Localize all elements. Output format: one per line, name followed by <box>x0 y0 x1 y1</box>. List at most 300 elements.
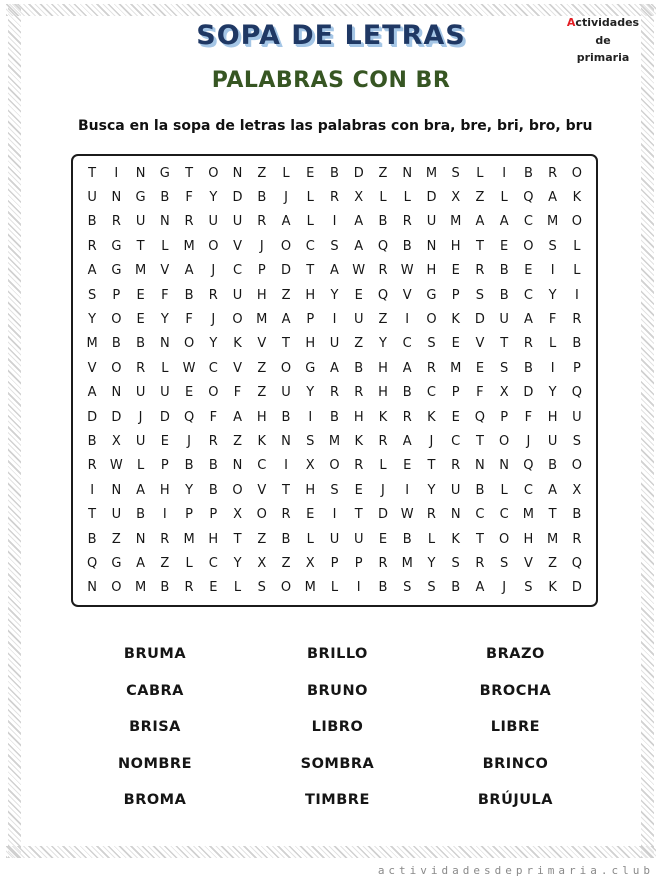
grid-letter: H <box>256 287 267 303</box>
grid-letter: E <box>306 165 315 181</box>
grid-letter: V <box>523 555 533 571</box>
grid-letter: W <box>400 507 414 523</box>
grid-letter: P <box>451 287 460 303</box>
decorative-border-top <box>6 4 656 16</box>
grid-letter: O <box>208 165 219 181</box>
grid-letter: Y <box>548 287 557 303</box>
grid-letter: A <box>136 482 146 498</box>
grid-letter: G <box>135 190 146 206</box>
grid-letter: J <box>187 433 191 449</box>
grid-letter: T <box>136 238 145 254</box>
grid-letter: U <box>135 214 146 230</box>
grid-letter: D <box>232 190 243 206</box>
grid-letter: O <box>111 580 122 596</box>
grid-letter: R <box>111 214 121 230</box>
grid-letter: E <box>136 312 145 328</box>
grid-letter: Z <box>257 531 267 547</box>
grid-letter: N <box>450 507 461 523</box>
grid-letter: I <box>90 482 95 498</box>
grid-letter: S <box>427 580 436 596</box>
grid-letter: I <box>308 409 313 425</box>
grid-letter: T <box>500 336 509 352</box>
grid-letter: B <box>548 458 558 474</box>
grid-letter: Q <box>183 409 195 425</box>
grid-letter: L <box>379 458 387 474</box>
grid-letter: Y <box>88 312 97 328</box>
grid-letter: R <box>572 312 582 328</box>
grid-letter: L <box>500 482 508 498</box>
grid-letter: C <box>523 287 533 303</box>
grid-letter: I <box>502 165 507 181</box>
grid-letter: R <box>548 165 558 181</box>
grid-letter: C <box>475 507 485 523</box>
grid-letter: B <box>523 360 533 376</box>
grid-letter: O <box>232 482 243 498</box>
grid-letter: F <box>476 385 484 401</box>
grid-letter: B <box>111 336 121 352</box>
grid-letter: L <box>306 531 314 547</box>
grid-letter: M <box>522 507 534 523</box>
grid-letter: T <box>475 433 484 449</box>
grid-letter: P <box>185 507 193 523</box>
grid-letter: B <box>354 360 364 376</box>
grid-letter: B <box>402 385 412 401</box>
grid-letter: P <box>451 385 460 401</box>
grid-letter: U <box>450 482 461 498</box>
grid-letter: N <box>402 165 413 181</box>
grid-letter: A <box>402 360 412 376</box>
grid-letter: C <box>402 336 412 352</box>
word-item: BRINCO <box>482 755 549 772</box>
grid-letter: B <box>136 507 146 523</box>
grid-letter: L <box>185 555 193 571</box>
grid-letter: M <box>450 214 462 230</box>
grid-letter: K <box>548 580 557 596</box>
grid-letter: A <box>354 238 364 254</box>
grid-letter: S <box>500 360 509 376</box>
grid-letter: E <box>354 287 363 303</box>
grid-letter: N <box>426 238 437 254</box>
grid-letter: B <box>160 580 170 596</box>
grid-letter: L <box>136 458 145 474</box>
grid-letter: J <box>259 238 264 254</box>
grid-letter: P <box>112 287 121 303</box>
grid-letter: Q <box>377 238 389 254</box>
grid-letter: V <box>233 238 242 254</box>
grid-letter: B <box>136 336 146 352</box>
grid-letter: U <box>329 531 340 547</box>
grid-letter: M <box>183 531 195 547</box>
grid-letter: I <box>574 287 579 303</box>
grid-letter: U <box>160 385 170 401</box>
grid-letter: T <box>475 238 484 254</box>
grid-letter: B <box>208 482 218 498</box>
grid-letter: R <box>136 360 146 376</box>
grid-letter: T <box>88 507 97 523</box>
grid-letter: Z <box>378 312 388 328</box>
grid-letter: D <box>523 385 534 401</box>
grid-letter: D <box>281 263 292 279</box>
grid-letter: L <box>476 165 484 181</box>
grid-letter: R <box>208 433 218 449</box>
grid-letter: L <box>403 190 411 206</box>
grid-letter: K <box>451 312 460 328</box>
grid-letter: E <box>136 287 145 303</box>
grid-letter: J <box>138 409 143 425</box>
grid-letter: B <box>499 287 509 303</box>
grid-letter: M <box>450 360 462 376</box>
grid-letter: G <box>426 287 437 303</box>
grid-letter: R <box>402 214 412 230</box>
grid-letter: Y <box>233 555 242 571</box>
grid-letter: U <box>329 336 340 352</box>
grid-letter: B <box>523 165 533 181</box>
grid-letter: Z <box>354 336 364 352</box>
grid-letter: O <box>208 238 219 254</box>
grid-letter: G <box>305 360 316 376</box>
grid-letter: E <box>403 458 412 474</box>
grid-letter: S <box>548 238 557 254</box>
grid-letter: L <box>330 580 339 596</box>
grid-letter: I <box>356 580 361 596</box>
grid-letter: P <box>330 555 339 571</box>
grid-letter: B <box>402 531 412 547</box>
grid-letter: C <box>305 238 315 254</box>
grid-letter: O <box>571 165 582 181</box>
grid-letter: P <box>306 312 315 328</box>
grid-letter: G <box>159 165 170 181</box>
grid-letter: C <box>451 433 461 449</box>
grid-letter: O <box>571 214 582 230</box>
grid-letter: M <box>134 263 147 279</box>
grid-letter: K <box>427 409 436 425</box>
grid-letter: Y <box>160 312 169 328</box>
grid-letter: R <box>572 531 582 547</box>
grid-letter: L <box>500 190 508 206</box>
grid-letter: Y <box>209 336 218 352</box>
grid-letter: N <box>159 336 170 352</box>
word-item: BRISA <box>129 719 181 736</box>
grid-letter: R <box>426 507 436 523</box>
grid-letter: R <box>354 385 364 401</box>
grid-letter: J <box>381 482 385 498</box>
grid-letter: H <box>378 360 388 376</box>
grid-letter: M <box>256 312 268 328</box>
grid-letter: T <box>282 482 290 498</box>
grid-letter: U <box>208 214 219 230</box>
grid-letter: D <box>377 507 388 523</box>
grid-letter: G <box>111 263 122 279</box>
grid-letter: R <box>87 458 97 474</box>
grid-letter: B <box>87 433 97 449</box>
grid-letter: C <box>257 458 267 474</box>
grid-letter: Z <box>160 555 170 571</box>
grid-letter: A <box>354 214 364 230</box>
grid-letter: A <box>281 312 291 328</box>
grid-letter: Q <box>377 287 389 303</box>
grid-letter: B <box>87 531 97 547</box>
word-list <box>66 636 600 819</box>
grid-letter: E <box>354 482 363 498</box>
grid-letter: N <box>159 214 170 230</box>
grid-letter: J <box>429 433 434 449</box>
grid-letter: A <box>475 214 485 230</box>
grid-letter: X <box>305 458 315 474</box>
grid-letter: X <box>451 190 461 206</box>
grid-letter: D <box>353 165 364 181</box>
grid-letter: T <box>282 336 290 352</box>
logo-line2: primaria <box>576 51 630 65</box>
grid-letter: Y <box>378 336 387 352</box>
grid-letter: V <box>402 287 412 303</box>
page-title: SOPA DE LETRAS <box>196 20 466 51</box>
instruction-text: Busca en la sopa de letras las palabras con bra, bre, bri, bro, bru <box>78 118 593 134</box>
grid-letter: Z <box>257 385 267 401</box>
grid-letter: N <box>111 190 122 206</box>
grid-letter: E <box>306 507 315 523</box>
grid-letter: E <box>160 433 169 449</box>
grid-letter: R <box>184 580 194 596</box>
grid-letter: B <box>281 409 291 425</box>
grid-letter: G <box>111 238 122 254</box>
grid-letter: I <box>550 263 555 279</box>
grid-letter: S <box>403 580 412 596</box>
grid-letter: B <box>378 580 388 596</box>
grid-letter: Z <box>257 165 267 181</box>
grid-letter: E <box>451 263 460 279</box>
decorative-border-left <box>8 4 21 858</box>
grid-letter: E <box>184 385 194 401</box>
grid-letter: I <box>405 312 410 328</box>
grid-letter: A <box>402 433 412 449</box>
grid-letter: F <box>185 190 193 206</box>
grid-letter: R <box>184 214 194 230</box>
grid-letter: T <box>185 165 194 181</box>
grid-letter: Z <box>111 531 121 547</box>
grid-letter: H <box>426 263 437 279</box>
grid-letter: O <box>111 312 122 328</box>
grid-letter: R <box>208 287 218 303</box>
grid-letter: B <box>160 190 170 206</box>
grid-letter: F <box>233 385 242 401</box>
grid-letter: A <box>87 263 97 279</box>
grid-letter: X <box>233 507 242 523</box>
grid-letter: S <box>306 433 315 449</box>
grid-letter: U <box>135 433 146 449</box>
grid-letter: U <box>499 312 509 328</box>
grid-letter: S <box>427 336 436 352</box>
grid-letter: R <box>475 263 485 279</box>
grid-letter: Q <box>523 190 534 206</box>
grid-letter: E <box>451 409 460 425</box>
grid-letter: N <box>111 482 122 498</box>
grid-letter: L <box>161 360 169 376</box>
grid-letter: S <box>451 165 460 181</box>
grid-letter: A <box>330 360 339 376</box>
grid-letter: H <box>208 531 219 547</box>
grid-letter: C <box>208 555 218 571</box>
grid-letter: N <box>281 433 291 449</box>
grid-letter: B <box>572 336 582 352</box>
grid-letter: J <box>502 580 507 596</box>
grid-letter: Q <box>571 555 582 571</box>
grid-letter: A <box>233 409 242 425</box>
grid-letter: H <box>305 336 316 352</box>
grid-letter: R <box>160 531 170 547</box>
grid-letter: S <box>524 580 533 596</box>
grid-letter: B <box>378 214 388 230</box>
grid-letter: S <box>451 555 460 571</box>
grid-letter: H <box>450 238 461 254</box>
grid-letter: R <box>451 458 461 474</box>
grid-letter: O <box>280 580 292 596</box>
grid-letter: R <box>378 433 388 449</box>
grid-letter: Y <box>427 555 436 571</box>
grid-letter: L <box>427 531 436 547</box>
grid-letter: A <box>330 263 339 279</box>
grid-letter: W <box>182 360 196 376</box>
grid-letter: R <box>402 409 412 425</box>
grid-letter: T <box>88 165 97 181</box>
grid-letter: Y <box>548 385 557 401</box>
grid-letter: O <box>256 507 267 523</box>
grid-letter: V <box>160 263 170 279</box>
grid-letter: R <box>281 507 291 523</box>
grid-letter: B <box>208 458 218 474</box>
grid-letter: F <box>209 409 218 425</box>
grid-letter: R <box>378 555 388 571</box>
grid-letter: I <box>332 214 337 230</box>
grid-letter: B <box>330 165 339 181</box>
grid-letter: R <box>426 360 436 376</box>
decorative-border-right <box>641 4 654 858</box>
grid-letter: Z <box>378 165 388 181</box>
grid-letter: H <box>353 409 364 425</box>
grid-letter: V <box>257 482 267 498</box>
grid-letter: K <box>257 433 267 449</box>
grid-letter: A <box>548 482 558 498</box>
word-item: BRILLO <box>306 646 368 663</box>
grid-letter: U <box>426 214 437 230</box>
grid-letter: Z <box>257 360 267 376</box>
grid-letter: A <box>87 385 97 401</box>
page-subtitle: PALABRAS CON BR <box>211 68 451 93</box>
grid-letter: X <box>572 482 582 498</box>
grid-letter: X <box>354 190 364 206</box>
grid-letter: O <box>280 360 292 376</box>
grid-letter: V <box>475 336 485 352</box>
grid-letter: K <box>572 190 582 206</box>
grid-letter: N <box>135 165 146 181</box>
grid-letter: F <box>161 287 169 303</box>
grid-letter: O <box>571 458 582 474</box>
grid-letter: A <box>499 214 509 230</box>
grid-letter: M <box>134 580 147 596</box>
grid-letter: T <box>427 458 436 474</box>
grid-letter: R <box>354 458 364 474</box>
grid-letter: L <box>306 190 314 206</box>
grid-letter: E <box>524 263 533 279</box>
grid-letter: I <box>550 360 555 376</box>
grid-letter: M <box>547 214 559 230</box>
word-search-grid <box>71 154 598 607</box>
grid-letter: H <box>547 409 558 425</box>
grid-letter: A <box>281 214 291 230</box>
grid-letter: W <box>109 458 123 474</box>
grid-letter: I <box>284 458 288 474</box>
grid-letter: P <box>257 263 266 279</box>
grid-letter: X <box>111 433 121 449</box>
grid-letter: D <box>111 409 122 425</box>
grid-letter: E <box>500 238 509 254</box>
grid-letter: M <box>328 433 341 449</box>
grid-letter: Q <box>474 409 486 425</box>
grid-letter: M <box>547 531 559 547</box>
grid-letter: L <box>282 165 290 181</box>
word-item: NOMBRE <box>117 755 192 772</box>
grid-letter: U <box>572 409 582 425</box>
grid-letter: P <box>209 507 218 523</box>
grid-letter: U <box>111 507 122 523</box>
grid-letter: Y <box>427 482 436 498</box>
grid-letter: E <box>378 531 388 547</box>
grid-letter: T <box>548 507 557 523</box>
grid-letter: D <box>571 580 582 596</box>
grid-letter: N <box>87 580 97 596</box>
grid-letter: M <box>183 238 195 254</box>
grid-letter: H <box>378 385 388 401</box>
grid-letter: Y <box>306 385 315 401</box>
grid-letter: Q <box>87 555 98 571</box>
grid-letter: B <box>184 458 194 474</box>
grid-letter: O <box>111 360 122 376</box>
grid-letter: O <box>280 238 292 254</box>
grid-letter: Y <box>330 287 339 303</box>
grid-letter: P <box>500 409 509 425</box>
grid-letter: P <box>354 555 363 571</box>
grid-letter: U <box>135 385 146 401</box>
grid-letter: M <box>425 165 438 181</box>
grid-letter: V <box>233 360 242 376</box>
grid-letter: Z <box>475 190 485 206</box>
word-item: LIBRE <box>490 719 541 736</box>
grid-letter: Z <box>548 555 558 571</box>
grid-letter: S <box>330 482 339 498</box>
grid-letter: G <box>111 555 122 571</box>
grid-letter: A <box>475 580 485 596</box>
grid-letter: J <box>211 312 216 328</box>
grid-letter: R <box>378 263 388 279</box>
grid-letter: H <box>159 482 170 498</box>
grid-letter: C <box>523 214 533 230</box>
grid-letter: U <box>353 531 364 547</box>
grid-letter: H <box>305 482 316 498</box>
grid-letter: U <box>281 385 291 401</box>
grid-letter: O <box>208 385 219 401</box>
grid-letter: I <box>162 507 167 523</box>
grid-letter: E <box>209 580 218 596</box>
grid-letter: K <box>451 531 460 547</box>
grid-letter: E <box>475 360 485 376</box>
grid-letter: X <box>499 385 509 401</box>
grid-letter: S <box>330 238 339 254</box>
grid-letter: A <box>136 555 146 571</box>
grid-letter: Z <box>233 433 242 449</box>
grid-letter: E <box>451 336 460 352</box>
grid-letter: I <box>114 165 119 181</box>
grid-letter: O <box>523 238 534 254</box>
word-item: LIBRO <box>311 719 364 736</box>
